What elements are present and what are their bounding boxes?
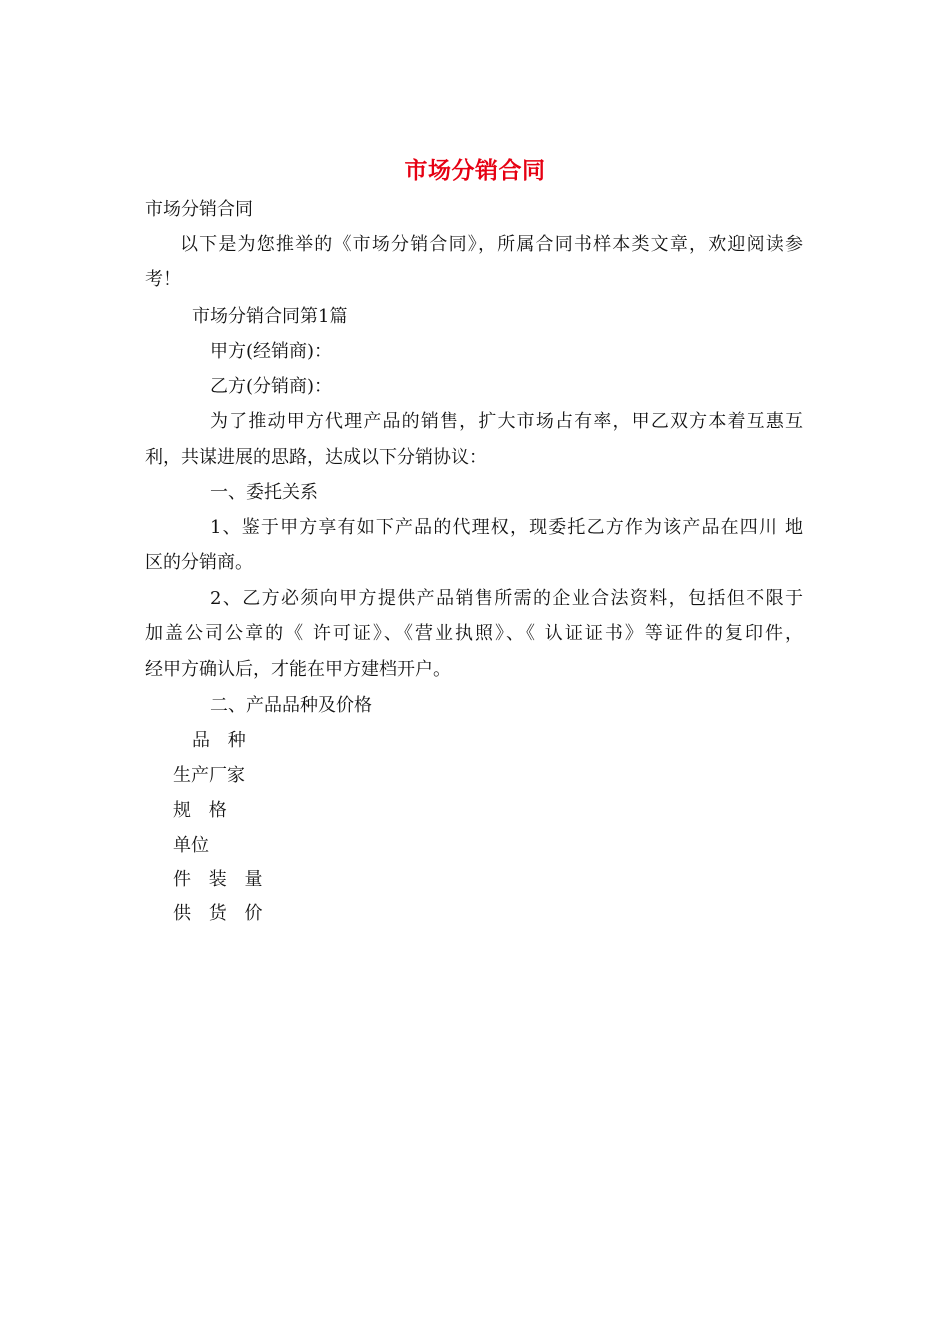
part-heading: 市场分销合同第1篇	[192, 306, 348, 327]
clause-1-line-2: 区的分销商。	[145, 552, 253, 573]
clause-2-line-1: 2、乙方必须向甲方提供产品销售所需的企业合法资料，包括但不限于	[210, 588, 803, 609]
product-field-spec: 规 格	[173, 800, 233, 821]
product-field-supply-price: 供 货 价	[173, 903, 269, 924]
preamble-line-2: 利，共谋进展的思路，达成以下分销协议：	[145, 447, 487, 468]
document-subtitle: 市场分销合同	[145, 199, 253, 220]
product-field-pack-qty: 件 装 量	[173, 869, 269, 890]
party-a-label: 甲方(经销商)：	[210, 341, 333, 362]
intro-line-2: 考！	[145, 269, 181, 290]
party-b-label: 乙方(分销商)：	[210, 376, 333, 397]
clause-2-line-2: 加盖公司公章的《 许可证》、《营业执照》、《 认证证书》等证件的复印件，	[145, 623, 803, 644]
section-1-heading: 一、委托关系	[210, 482, 318, 503]
clause-2-line-3: 经甲方确认后，才能在甲方建档开户。	[145, 659, 451, 680]
preamble-line-1: 为了推动甲方代理产品的销售，扩大市场占有率，甲乙双方本着互惠互	[210, 411, 803, 432]
product-field-unit: 单位	[173, 835, 209, 856]
document-title: 市场分销合同	[404, 157, 546, 184]
clause-1-line-1: 1、鉴于甲方享有如下产品的代理权，现委托乙方作为该产品在四川 地	[210, 517, 803, 538]
intro-line-1: 以下是为您推举的《市场分销合同》，所属合同书样本类文章，欢迎阅读参	[180, 234, 803, 255]
product-field-manufacturer: 生产厂家	[173, 765, 245, 786]
section-2-heading: 二、产品品种及价格	[210, 695, 372, 716]
product-field-variety: 品 种	[192, 730, 252, 751]
